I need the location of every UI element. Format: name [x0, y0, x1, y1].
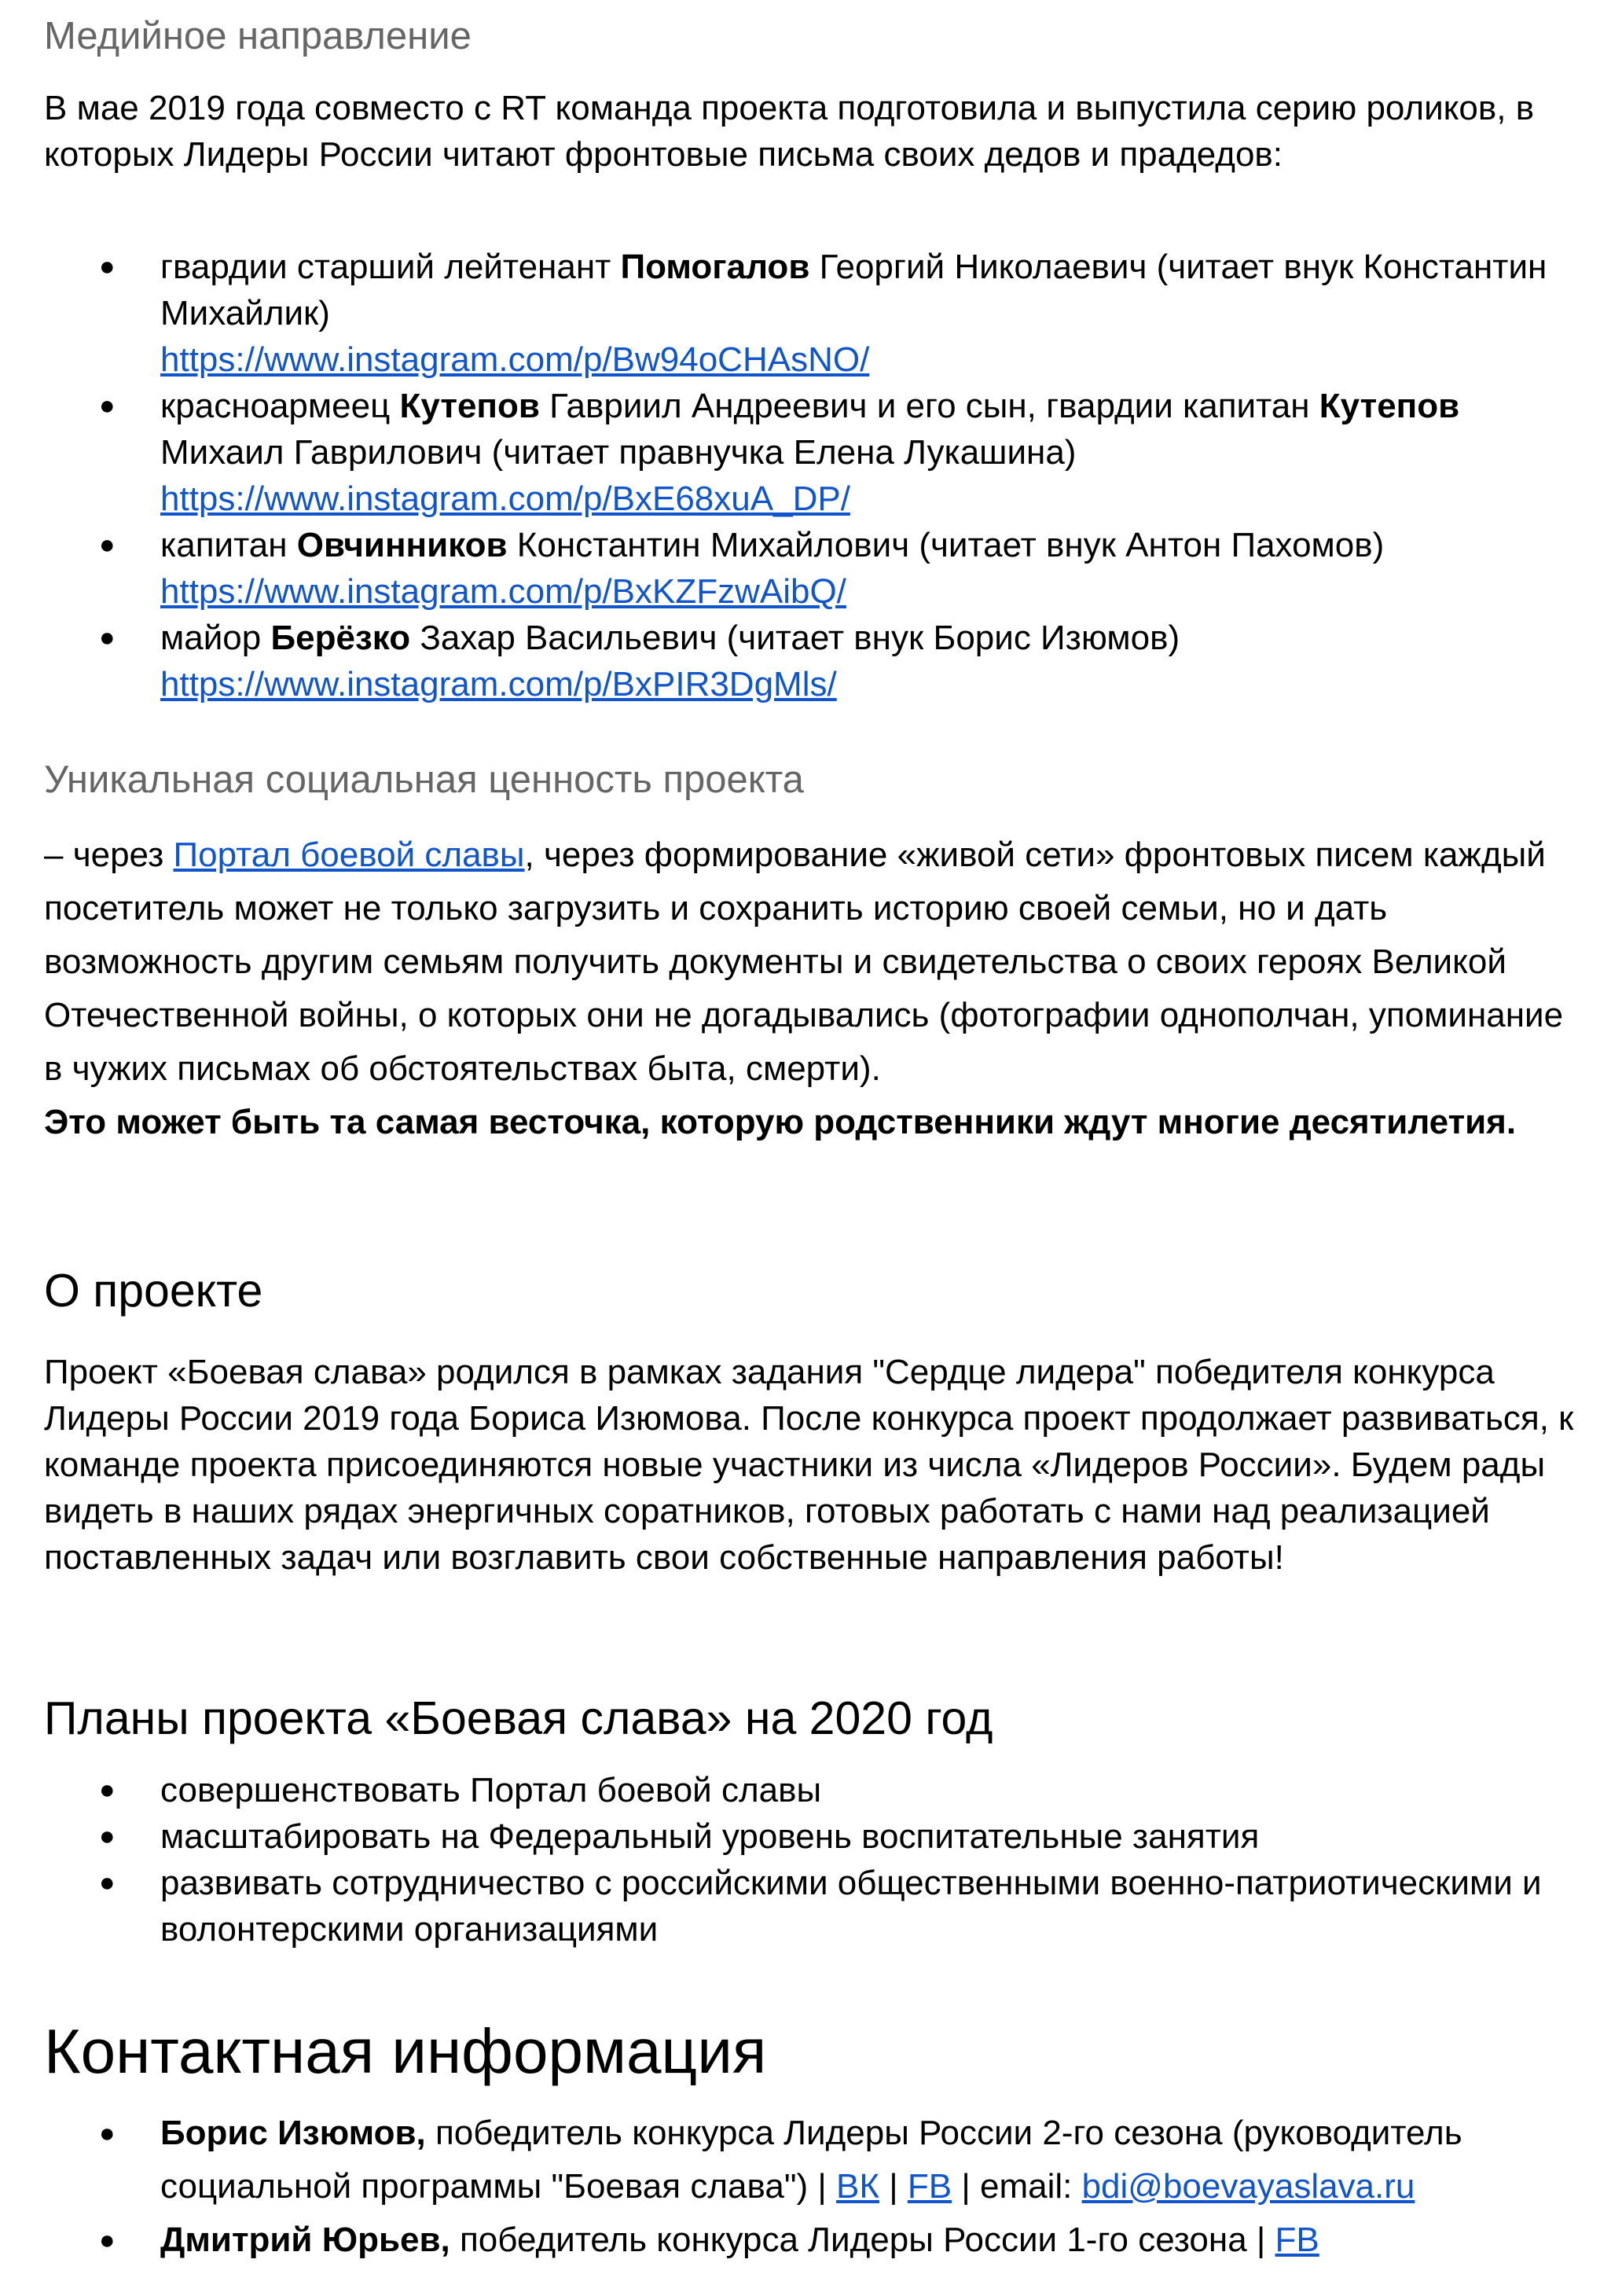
about-paragraph: Проект «Боевая слава» родился в рамках задания "Сердце лидера" победителя конкурса Лидеры России 2019 года Бориса Изюмова. После конкурса проект продолжает развиваться, к команде проекта присоединяются новые участники из числа «Лидеров России». Будем рады видеть в наших рядах энергичных соратников, готовых работать с нами над реализацией поставленных задач или возглавить свои собственные направления работы! [44, 1353, 1574, 1577]
item-text: Михаил Гаврилович (читает правнучка Елена Лукашина) [160, 433, 1077, 472]
fb-link[interactable]: FB [1275, 2221, 1319, 2259]
instagram-link[interactable]: https://www.instagram.com/p/Bw94oCHAsNO/ [160, 340, 870, 379]
list-item: ● совершенствовать Портал боевой славы [44, 1767, 1591, 1813]
item-text: Константин Михайлович (читает внук Антон Пахомов) [507, 526, 1385, 564]
separator: | [879, 2167, 908, 2206]
item-text: красноармеец [160, 387, 400, 425]
contact-item [44, 2107, 1591, 2213]
list-item [44, 383, 1591, 522]
contact-name: Дмитрий Юрьев, [160, 2221, 450, 2259]
hero-surname: Овчинников [296, 526, 508, 564]
list-item [44, 522, 1591, 615]
contact-text: победитель конкурса Лидеры России 1-го сезона | [450, 2221, 1275, 2259]
item-text: майор [160, 619, 271, 657]
hero-surname: Кутепов [399, 387, 540, 425]
list-item: ● развивать сотрудничество с российскими общественными военно-патриотическими и волонтерскими организациями [44, 1860, 1591, 1953]
item-text: Гавриил Андреевич и его сын, гвардии капитан [539, 387, 1319, 425]
item-text: капитан [160, 526, 297, 564]
instagram-link[interactable]: https://www.instagram.com/p/BxE68xuA_DP/ [160, 479, 850, 518]
media-intro: В мае 2019 года совместо с RT команда проекта подготовила и выпустила серию роликов, в которых Лидеры России читают фронтовые письма своих дедов и прадедов: [44, 89, 1535, 174]
contact-text: победитель конкурса Лидеры России 2-го сезона (руководитель социальной программы "Боевая слава") | [160, 2114, 1462, 2206]
portal-link[interactable]: Портал боевой славы [173, 836, 525, 874]
fb-link[interactable]: FB [907, 2167, 952, 2206]
hero-surname: Помогалов [620, 248, 810, 286]
item-text: гвардии старший лейтенант [160, 248, 621, 286]
value-prefix: – через [44, 836, 174, 874]
item-text: Захар Васильевич (читает внук Борис Изюмов) [410, 619, 1180, 657]
value-text: , через формирование «живой сети» фронтовых писем каждый посетитель может не только загрузить и сохранить историю своей семьи, но и дать возможность другим семьям получить документы и свидетельства о своих героях Великой Отечественной войны, о которых они не догадывались (фотографии однополчан, упоминание в чужих письмах об обстоятельствах быта, смерти). [44, 836, 1564, 1088]
value-heading: Уникальная социальная ценность проекта [44, 759, 804, 801]
plans-heading: Планы проекта «Боевая слава» на 2020 год [44, 1692, 993, 1744]
contacts-heading: Контактная информация [44, 2016, 767, 2086]
media-heading: Медийное направление [44, 15, 472, 57]
plans-list [44, 1767, 1591, 1953]
contacts-list [44, 2107, 1591, 2267]
contact-item [44, 2213, 1591, 2267]
hero-surname: Кутепов [1319, 387, 1460, 425]
hero-surname: Берёзко [270, 619, 411, 657]
instagram-link[interactable]: https://www.instagram.com/p/BxPIR3DgMls/ [160, 665, 837, 703]
value-paragraph [44, 828, 1591, 1149]
email-label: | email: [952, 2167, 1082, 2206]
item-text: Георгий Николаевич (читает внук Константин Михайлик) [160, 248, 1547, 332]
list-item: ● масштабировать на Федеральный уровень воспитательные занятия [44, 1813, 1591, 1860]
email-link[interactable]: bdi@boevayaslava.ru [1081, 2167, 1415, 2206]
instagram-link[interactable]: https://www.instagram.com/p/BxKZFzwAibQ/ [160, 572, 846, 611]
vk-link[interactable]: ВК [835, 2167, 879, 2206]
about-heading: О проекте [44, 1265, 263, 1317]
list-item [44, 615, 1591, 707]
contact-name: Борис Изюмов, [160, 2114, 426, 2152]
value-bold: Это может быть та самая весточка, которую родственники ждут многие десятилетия. [44, 1103, 1517, 1141]
list-item [44, 244, 1591, 383]
media-video-list [44, 244, 1591, 707]
